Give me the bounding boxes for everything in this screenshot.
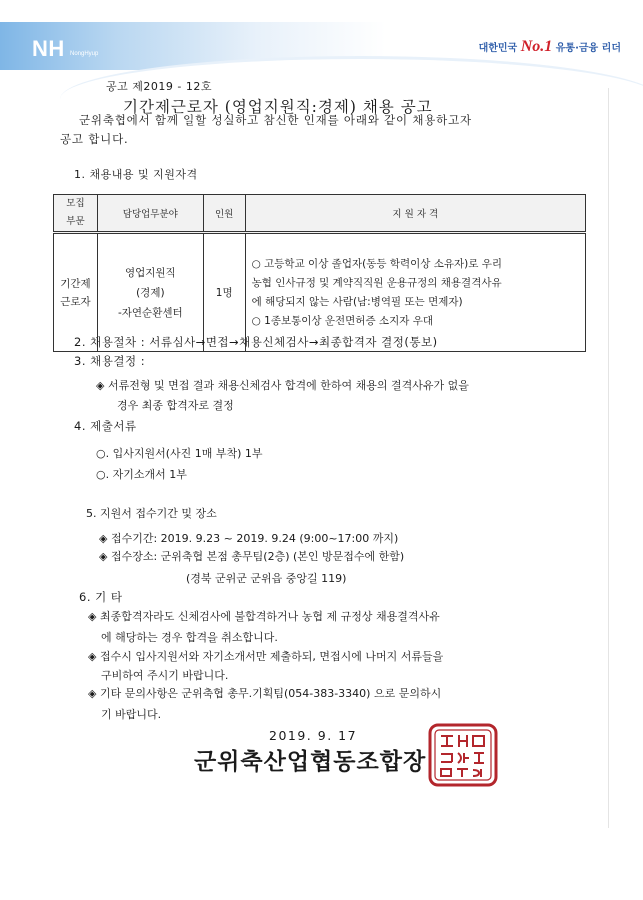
header-count: 인원: [203, 195, 245, 233]
section-4-item-1: ○. 입사지원서(사진 1매 부착) 1부: [96, 447, 263, 460]
header-slogan: [479, 38, 621, 56]
fold-line: [608, 88, 609, 828]
cell-category: 기간제 근로자: [54, 233, 98, 352]
section-2-procedure: 2. 채용절차 : 서류심사→면접→채용신체검사→최종합격자 결정(통보): [74, 335, 438, 349]
nh-logo-sub: NongHyup: [70, 51, 99, 57]
section-4-item-2: ○. 자기소개서 1부: [96, 468, 187, 481]
slogan-suffix: 유통·금융 리더: [555, 43, 621, 54]
section-6-bullet-3-line-1: ◈ 기타 문의사항은 군위축협 총무.기획팀(054-383-3340) 으로 문의하시: [88, 687, 442, 700]
organization-name: 군위축산업협동조합장: [194, 748, 427, 775]
section-4-heading: 4. 제출서류: [74, 419, 137, 433]
cell-qualifications: ○ 고등학교 이상 졸업자(동등 학력이상 소유자)로 우리 농협 인사규정 및 계약직직원 운용규정의 채용결격사유 에 해당되지 않는 사람(남:병역필 또는 면제자) ○ 1종보통이상 운전면허증 소지자 우대: [245, 233, 585, 352]
document-title: 기간제근로자 (영업지원직:경제) 채용 공고: [123, 98, 433, 116]
slogan-prefix: 대한민국: [478, 43, 518, 54]
section-6-bullet-3-line-2: 기 바랍니다.: [101, 708, 162, 721]
nh-logo: NH: [32, 36, 65, 61]
section-6-bullet-1-line-2: 에 해당하는 경우 합격을 취소합니다.: [101, 631, 278, 644]
notice-date: 2019. 9. 17: [269, 728, 358, 743]
header-category: 모집 부문: [54, 195, 98, 233]
section-6-bullet-2-line-1: ◈ 접수시 입사지원서와 자기소개서만 제출하되, 면접시에 나머지 서류들을: [88, 650, 444, 663]
section-5-period: ◈ 접수기간: 2019. 9.23 ~ 2019. 9.24 (9:00~17:00 까지): [99, 532, 399, 545]
slogan-no1: No.1: [520, 38, 553, 55]
header-duty: 담당업무분야: [97, 195, 203, 233]
section-1-heading: 1. 채용내용 및 지원자격: [74, 168, 198, 181]
header-qualifications: 지 원 자 격: [245, 195, 585, 233]
section-3-bullet-line-1: ◈ 서류전형 및 면접 결과 채용신체검사 합격에 한하여 채용의 결격사유가 없을: [96, 379, 469, 392]
section-5-place: ◈ 접수장소: 군위축협 본점 총무팀(2층) (본인 방문접수에 한함): [99, 550, 405, 563]
official-seal-icon: [427, 722, 499, 788]
cell-count: 1명: [203, 233, 245, 352]
intro-line-2: 공고 합니다.: [60, 132, 129, 146]
cell-duty: 영업지원직 (경제) -자연순환센터: [97, 233, 203, 352]
section-5-heading: 5. 지원서 접수기간 및 장소: [86, 507, 217, 520]
section-6-heading: 6. 기 타: [79, 590, 123, 604]
section-6-bullet-1-line-1: ◈ 최종합격자라도 신체검사에 불합격하거나 농협 제 규정상 채용결격사유: [88, 610, 440, 623]
section-3-heading: 3. 채용결정 :: [74, 354, 146, 368]
table-header-row: [54, 195, 586, 233]
section-6-bullet-2-line-2: 구비하여 주시기 바랍니다.: [101, 669, 229, 682]
intro-line-1: 군위축협에서 함께 일할 성실하고 참신한 인재를 아래와 같이 채용하고자: [79, 113, 472, 127]
section-5-address: (경북 군위군 군위읍 중앙길 119): [186, 572, 347, 585]
section-3-bullet-line-2: 경우 최종 합격자로 결정: [117, 399, 234, 412]
recruitment-table: [53, 194, 586, 352]
notice-number: 공고 제2019 - 12호: [106, 80, 212, 93]
